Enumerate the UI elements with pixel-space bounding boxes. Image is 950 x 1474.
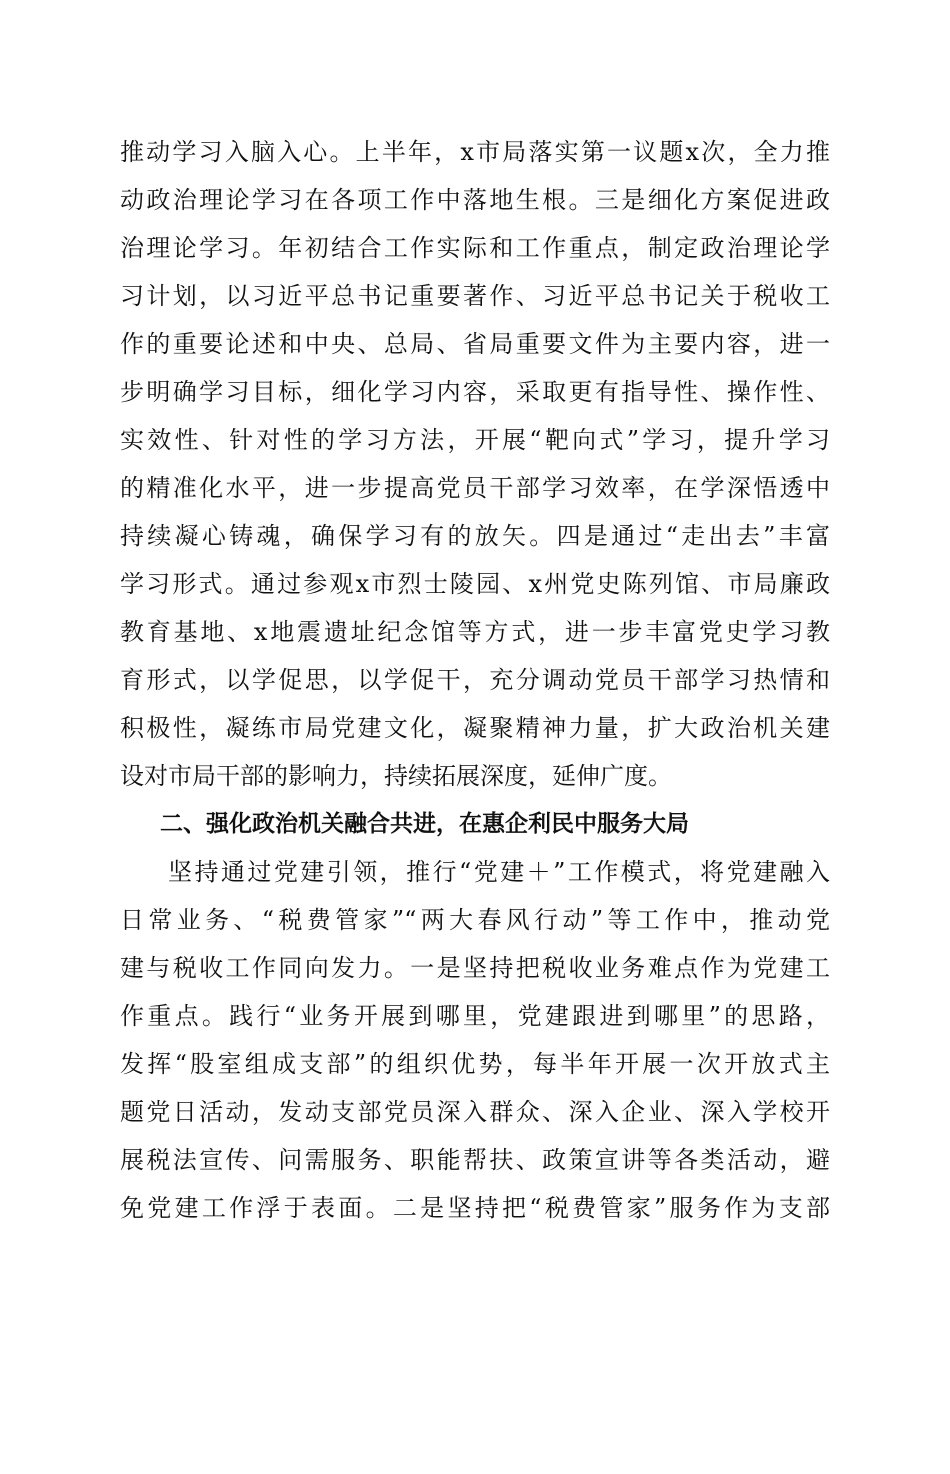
paragraph-line: 育形式，以学促思，以学促干，充分调动党员干部学习热情和 [120, 666, 830, 694]
paragraph-line: 免党建工作浮于表面。二是坚持把“税费管家”服务作为支部 [120, 1194, 830, 1222]
paragraph-line: 推动学习入脑入心。上半年，x市局落实第一议题x次，全力推 [120, 138, 830, 166]
paragraph-line: 展税法宣传、问需服务、职能帮扶、政策宣讲等各类活动，避 [120, 1146, 830, 1174]
paragraph-line: 的精准化水平，进一步提高党员干部学习效率，在学深悟透中 [120, 474, 830, 502]
paragraph-line: 设对市局干部的影响力，持续拓展深度，延伸广度。 [120, 762, 672, 790]
paragraph-line: 建与税收工作同向发力。一是坚持把税收业务难点作为党建工 [120, 954, 830, 982]
paragraph-line: 日常业务、“税费管家”“两大春风行动”等工作中，推动党 [120, 906, 830, 934]
section-heading: 二、强化政治机关融合共进，在惠企利民中服务大局 [160, 811, 689, 837]
paragraph-line: 持续凝心铸魂，确保学习有的放矢。四是通过“走出去”丰富 [120, 522, 830, 550]
paragraph-line: 坚持通过党建引领，推行“党建＋”工作模式，将党建融入 [168, 858, 830, 886]
paragraph-line: 教育基地、x地震遗址纪念馆等方式，进一步丰富党史学习教 [120, 618, 830, 646]
paragraph-line: 步明确学习目标，细化学习内容，采取更有指导性、操作性、 [120, 378, 830, 406]
paragraph-line: 题党日活动，发动支部党员深入群众、深入企业、深入学校开 [120, 1098, 830, 1126]
paragraph-line: 动政治理论学习在各项工作中落地生根。三是细化方案促进政 [120, 186, 830, 214]
document-body [120, 134, 830, 1474]
paragraph-line: 作的重要论述和中央、总局、省局重要文件为主要内容，进一 [120, 330, 830, 358]
paragraph-line: 学习形式。通过参观x市烈士陵园、x州党史陈列馆、市局廉政 [120, 570, 830, 598]
paragraph-line: 实效性、针对性的学习方法，开展“靶向式”学习，提升学习 [120, 426, 830, 454]
paragraph-line: 治理论学习。年初结合工作实际和工作重点，制定政治理论学 [120, 234, 830, 262]
paragraph-line: 发挥“股室组成支部”的组织优势，每半年开展一次开放式主 [120, 1050, 830, 1078]
paragraph-line: 习计划，以习近平总书记重要著作、习近平总书记关于税收工 [120, 282, 830, 310]
paragraph-line: 作重点。践行“业务开展到哪里，党建跟进到哪里”的思路， [120, 1002, 830, 1030]
paragraph-line: 积极性，凝练市局党建文化，凝聚精神力量，扩大政治机关建 [120, 714, 830, 742]
